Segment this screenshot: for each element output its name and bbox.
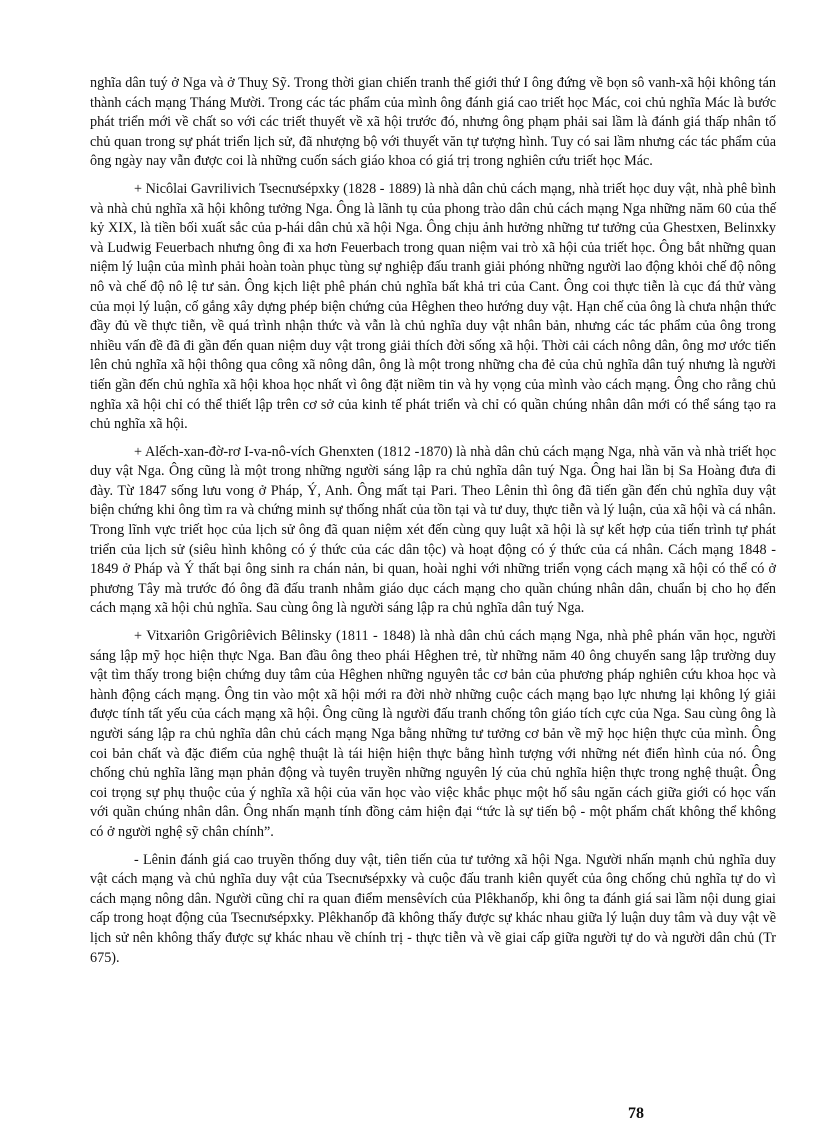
paragraph-naturalism-continuation: nghĩa dân tuý ở Nga và ở Thuỵ Sỹ. Trong thời gian chiến tranh thế giới thứ I ông đứng về bọn sô vanh-xã hội không tán thành cách mạng Tháng Mười. Trong các tác phẩm của mình ông đánh giá cao triết học Mác, coi chủ nghĩa Mác là bước phát triển mới về chất so với các triết thuyết về xã hội trước đó, nhưng ông phạm phải sai lầm là đánh giá thấp nhân tố chủ quan trong sự phát triển lịch sử, đã nhượng bộ với thuyết văn tự tượng hình. Tuy có sai lầm nhưng các tác phẩm của ông ngày nay vẫn được coi là những cuốn sách giáo khoa có giá trị trong nghiên cứu triết học Mác.: [90, 75, 776, 170]
body-text: [90, 74, 776, 976]
paragraph-belinsky: + Vitxariôn Grigôriêvich Bêlinsky (1811 - 1848) là nhà dân chủ cách mạng Nga, nhà phê phán văn học, người sáng lập mỹ học hiện thực Nga. Ban đầu ông theo phái Hêghen trẻ, từ những năm 40 ông chuyển sang lập trường duy vật tìm thấy trong biện chứng duy tâm của Hêghen những nguyên tắc cơ bản của phương pháp nghiên cứu khoa học và hành động cách mạng. Ông tin vào một xã hội mới ra đời nhờ những cuộc cách mạng bạo lực nhưng lại không lý giải được tính tất yếu của cách mạng xã hội. Ông cũng là người đấu tranh chống tôn giáo tích cực của Nga. Sau cùng ông là người sáng lập ra chủ nghĩa dân chủ cách mạng Nga bằng những tư tưởng cơ bản về mỹ học hiện thực của mình. Ông coi bản chất và đặc điểm của nghệ thuật là tái hiện hiện thực bằng hình tượng với những nét điển hình của nó. Ông chống chủ nghĩa lãng mạn phản động và tuyên truyền những nguyên lý của chủ nghĩa hiện thực trong nghệ thuật. Ông coi trọng sự phụ thuộc của ý nghĩa xã hội của văn học vào việc khắc phục một hố sâu ngăn cách giữa giới có học vấn với quần chúng nhân dân. Ông nhấn mạnh tính đồng cảm hiện đại “tức là sự tiến bộ - một phẩm chất không thể không có ở người nghệ sỹ chân chính”.: [90, 628, 776, 840]
page-number: 78: [628, 1105, 644, 1122]
paragraph-chernyshevsky: + Nicôlai Gavrilivich Tsecnưsépxky (1828 - 1889) là nhà dân chủ cách mạng, nhà triết học duy vật, nhà phê bình và nhà chủ nghĩa xã hội không tưởng Nga. Ông là lãnh tụ của phong trào dân chủ cách mạng Nga những năm 60 của thế kỷ XIX, là tiền bối xuất sắc của p-hái dân chủ xã hội Nga. Ông chịu ảnh hưởng những tư tưởng của Ghestxen, Belinxky và Ludwig Feuerbach nhưng ông đi xa hơn Feuerbach trong quan niệm vai trò xã hội của triết học. Ông bắt những quan niệm lý luận của mình phải hoàn toàn phục tùng sự nghiệp đấu tranh giải phóng những người lao động khỏi chế độ nông nô và chế độ nô lệ tư sản. Ông kịch liệt phê phán chủ nghĩa bất khả tri của Cant. Ông coi thực tiễn là cục đá thử vàng của mọi lý luận, cố gắng xây dựng phép biện chứng của Hêghen theo hướng duy vật. Hạn chế của ông là chưa nhận thức đầy đủ về thực tiễn, về quá trình nhận thức và vẫn là chủ nghĩa duy vật nhân bản, nhưng các tác phẩm của ông trong nhiều vấn đề đã đi gần đến quan niệm duy vật trong giải thích đời sống xã hội. Thời cải cách nông dân, ông mơ ước tiến lên chủ nghĩa xã hội thông qua công xã nông dân, ông là một trong những cha đẻ của chủ nghĩa dân tuý nhưng là người tiến gần đến chủ nghĩa xã hội khoa học nhất vì ông đặt niềm tin và hy vọng của mình vào cách mạng. Ông cho rằng chủ nghĩa xã hội chỉ có thể thiết lập trên cơ sở của kinh tế phát triển và chỉ có quần chúng nhân dân mới có thể sáng tạo ra chủ nghĩa xã hội.: [90, 180, 776, 433]
paragraph-lenin-assessment: - Lênin đánh giá cao truyền thống duy vật, tiên tiến của tư tưởng xã hội Nga. Người nhấn mạnh chủ nghĩa duy vật cách mạng và chủ nghĩa duy vật của Tsecnưsépxky và cuộc đấu tranh kiên quyết của ông chống chủ nghĩa tự do vì cách mạng nông dân. Người cũng chỉ ra quan điểm mensêvích của Plêkhanốp, khi ông ta đánh giá sai lầm nội dung giai cấp trong hoạt động của Tsecnưsépxky. Plêkhanốp đã không thấy được sự khác nhau giữa lý luận duy tâm và duy vật về lịch sử nên không thấy được sự khác nhau về chính trị - thực tiễn và về giai cấp giữa người tự do và người dân chủ (Tr 675).: [90, 851, 776, 966]
paragraph-herzen: + Alếch-xan-đờ-rơ I-va-nô-vích Ghenxten (1812 -1870) là nhà dân chủ cách mạng Nga, nhà văn và nhà triết học duy vật Nga. Ông cũng là một trong những người sáng lập ra chủ nghĩa dân tuý Nga. Ông hai lần bị Sa Hoàng đưa đi đày. Từ 1847 sống lưu vong ở Pháp, Ý, Anh. Ông mất tại Pari. Theo Lênin thì ông đã tiến gần đến chủ nghĩa duy vật biện chứng khi ông tìm ra và chứng minh sự thống nhất của tồn tại và tư duy, thực tiễn và lý luận, của xã hội và cá nhân. Trong lĩnh vực triết học của lịch sử ông đã quan niệm xét đến cùng quy luật xã hội là sự kết hợp của tiến trình tự phát triển của lịch sử (siêu hình không có ý thức của các dân tộc) và hoạt động có ý thức của cá nhân. Cách mạng 1848 - 1849 ở Pháp và Ý thất bại ông sinh ra chán nản, bi quan, hoài nghi với những triển vọng cách mạng xã hội có thể có ở phương Tây mà trước đó ông đã đấu tranh nhằm giáo dục cách mạng cho quần chúng nhân dân, chuẩn bị cho họ đến cách mạng xã hội chủ nghĩa. Sau cùng ông là người sáng lập ra chủ nghĩa dân tuý Nga.: [90, 443, 776, 617]
